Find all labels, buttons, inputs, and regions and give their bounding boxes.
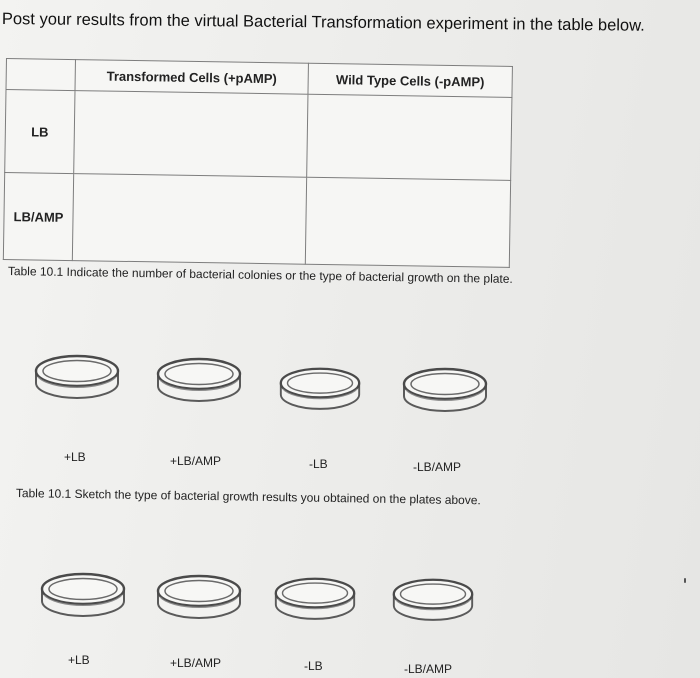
petri-dish-plus-lb-2 — [38, 562, 128, 620]
plate-label-plus-lb-2: +LB — [68, 653, 90, 667]
petri-dish-plus-lb-1 — [32, 344, 122, 402]
petri-dish-minus-lb-2 — [272, 566, 358, 624]
table-row — [3, 172, 510, 267]
cell-lb-wild-type[interactable] — [307, 94, 512, 180]
plate-label-minus-lb-amp-2: -LB/AMP — [404, 662, 453, 676]
petri-dish-plus-lb-amp-2 — [154, 564, 244, 622]
column-header-transformed: Transformed Cells (+pAMP) — [75, 60, 308, 95]
page-heading: Post your results from the virtual Bacterial Transformation experiment in the table below. — [1, 10, 645, 35]
cell-lbamp-wild-type[interactable] — [305, 177, 510, 267]
petri-dish-minus-lb-amp-1 — [400, 357, 490, 415]
table-caption: Table 10.1 Indicate the number of bacterial colonies or the type of bacterial growth on the plate. — [7, 264, 513, 286]
petri-dish-minus-lb-1 — [277, 356, 363, 414]
results-table-container — [3, 58, 513, 268]
row-label-lb-amp: LB/AMP — [3, 172, 73, 260]
plate-label-plus-lb-amp-2: +LB/AMP — [170, 656, 222, 670]
cell-lb-transformed[interactable] — [74, 91, 308, 178]
table-corner-cell — [6, 59, 75, 91]
column-header-wild-type: Wild Type Cells (-pAMP) — [308, 63, 512, 97]
plate-label-plus-lb-amp: +LB/AMP — [170, 454, 222, 468]
stray-mark — [684, 578, 686, 583]
plate-label-minus-lb: -LB — [309, 457, 328, 471]
results-table — [3, 58, 513, 268]
plate-label-minus-lb-2: -LB — [304, 659, 323, 673]
cell-lbamp-transformed[interactable] — [72, 174, 306, 265]
petri-dish-minus-lb-amp-2 — [390, 567, 476, 625]
plate-label-minus-lb-amp: -LB/AMP — [413, 460, 462, 474]
plate-label-plus-lb: +LB — [64, 450, 86, 464]
row-label-lb: LB — [5, 90, 75, 174]
table-row — [5, 90, 512, 181]
plates-caption: Table 10.1 Sketch the type of bacterial growth results you obtained on the plates above. — [15, 486, 481, 508]
petri-dish-plus-lb-amp-1 — [154, 347, 244, 405]
